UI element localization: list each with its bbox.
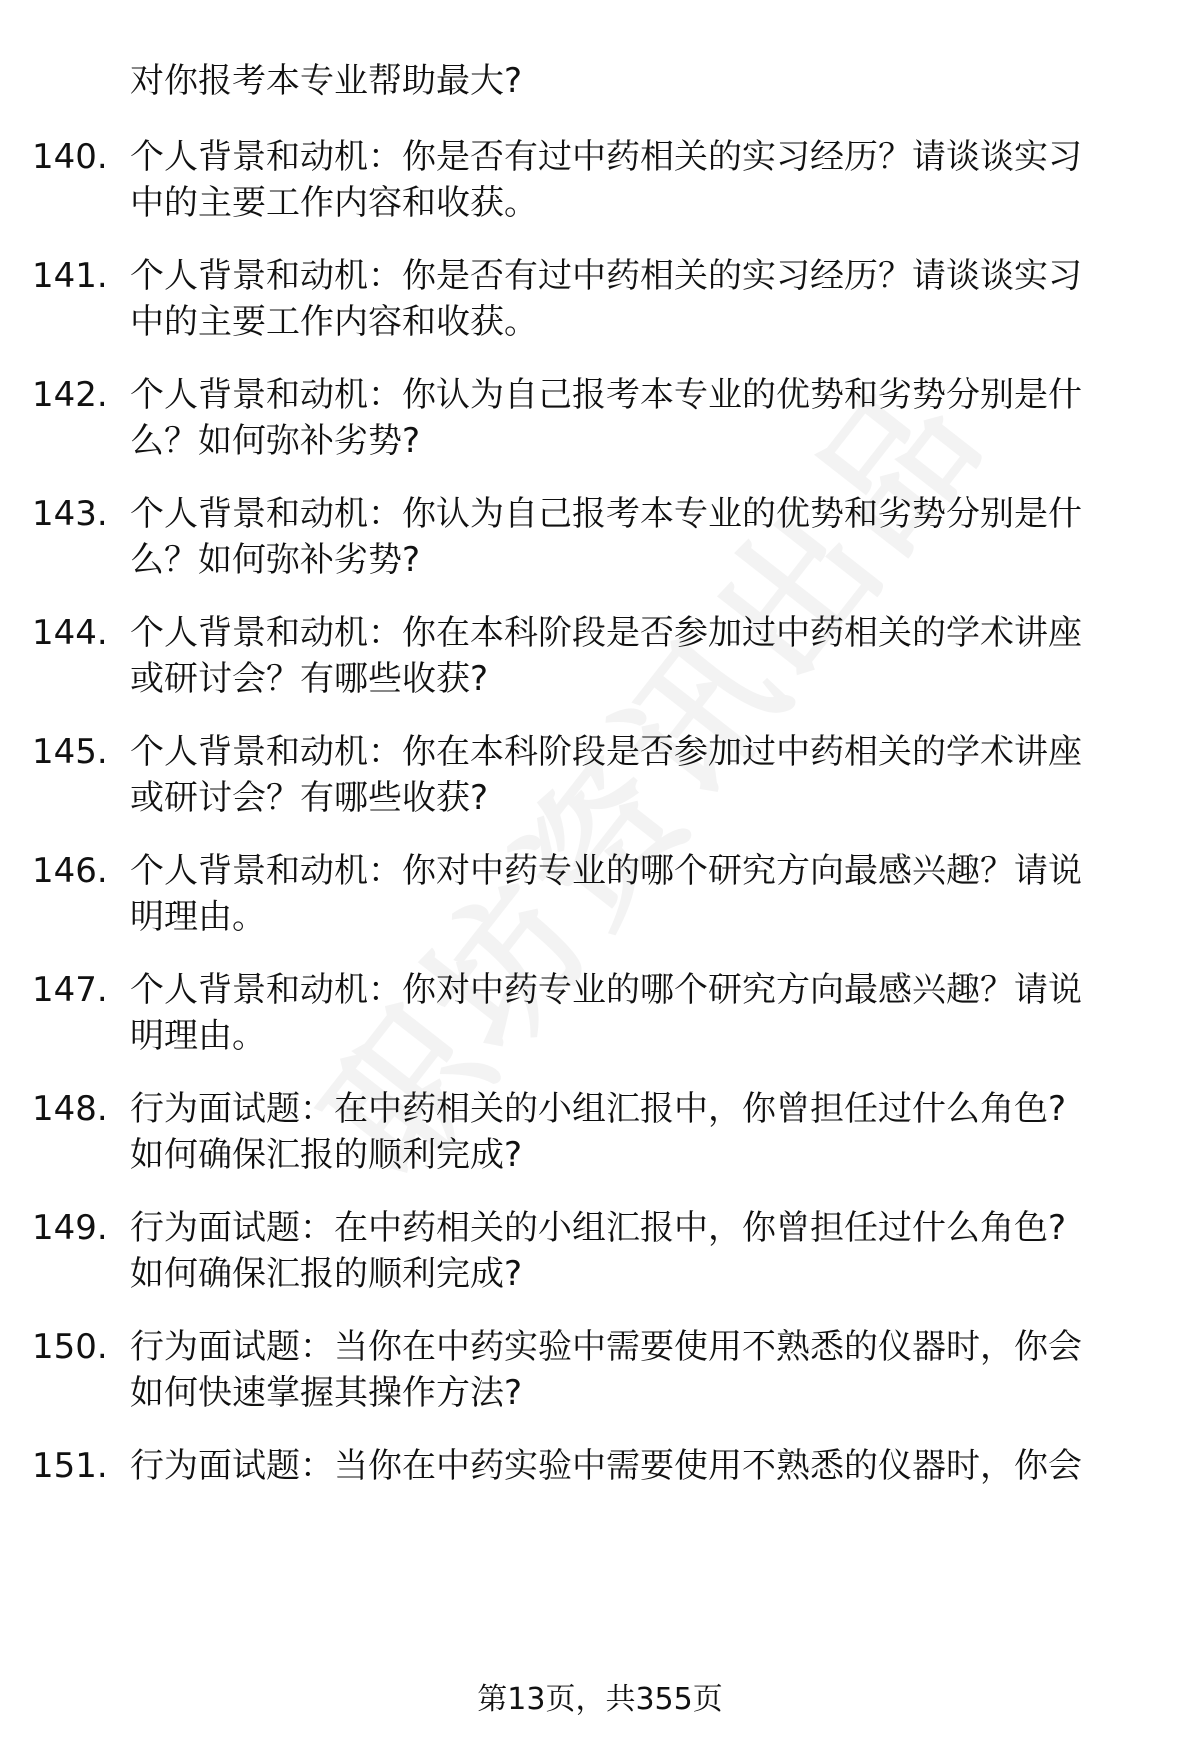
question-item [0, 1443, 1200, 1543]
question-number: 146. [32, 851, 108, 891]
question-item [0, 1086, 1200, 1186]
question-text-line-1: 个人背景和动机：你是否有过中药相关的实习经历？请谈谈实习 [130, 256, 1082, 296]
question-number: 151. [32, 1446, 108, 1486]
question-number: 143. [32, 494, 108, 534]
continuation-line: 对你报考本专业帮助最大? [130, 61, 523, 101]
question-text-line-2: 明理由。 [130, 1016, 266, 1056]
question-text-line-1: 个人背景和动机：你是否有过中药相关的实习经历？请谈谈实习 [130, 137, 1082, 177]
question-item [0, 1205, 1200, 1305]
question-text-line-1: 个人背景和动机：你认为自己报考本专业的优势和劣势分别是什 [130, 494, 1082, 534]
question-text-line-1: 个人背景和动机：你在本科阶段是否参加过中药相关的学术讲座 [130, 613, 1082, 653]
question-text-line-2: 如何确保汇报的顺利完成? [130, 1135, 523, 1175]
question-item [0, 372, 1200, 472]
question-text-line-2: 中的主要工作内容和收获。 [130, 302, 538, 342]
question-item [0, 967, 1200, 1067]
question-text-line-1: 行为面试题：在中药相关的小组汇报中，你曾担任过什么角色? [130, 1208, 1067, 1248]
question-text-line-1: 个人背景和动机：你对中药专业的哪个研究方向最感兴趣？请说 [130, 970, 1082, 1010]
question-text-line-1: 个人背景和动机：你对中药专业的哪个研究方向最感兴趣？请说 [130, 851, 1082, 891]
question-number: 147. [32, 970, 108, 1010]
question-text-line-1: 行为面试题：当你在中药实验中需要使用不熟悉的仪器时，你会 [130, 1327, 1082, 1367]
question-item [0, 134, 1200, 234]
question-item [0, 729, 1200, 829]
question-item [0, 491, 1200, 591]
question-number: 140. [32, 137, 108, 177]
question-number: 150. [32, 1327, 108, 1367]
question-text-line-2: 或研讨会？有哪些收获? [130, 659, 489, 699]
page-footer: 第13页，共355页 [477, 1682, 723, 1717]
question-text-line-1: 行为面试题：在中药相关的小组汇报中，你曾担任过什么角色? [130, 1089, 1067, 1129]
question-number: 141. [32, 256, 108, 296]
question-text-line-2: 么？如何弥补劣势? [130, 540, 421, 580]
question-item [0, 848, 1200, 948]
question-number: 149. [32, 1208, 108, 1248]
question-number: 142. [32, 375, 108, 415]
question-number: 145. [32, 732, 108, 772]
question-text-line-1: 个人背景和动机：你认为自己报考本专业的优势和劣势分别是什 [130, 375, 1082, 415]
question-text-line-2: 明理由。 [130, 897, 266, 937]
question-text-line-2: 如何确保汇报的顺利完成? [130, 1254, 523, 1294]
question-text-line-2: 么？如何弥补劣势? [130, 421, 421, 461]
question-item [0, 253, 1200, 353]
question-text-line-1: 行为面试题：当你在中药实验中需要使用不熟悉的仪器时，你会 [130, 1446, 1082, 1486]
question-item [0, 610, 1200, 710]
question-text-line-2: 或研讨会？有哪些收获? [130, 778, 489, 818]
question-text-line-2: 中的主要工作内容和收获。 [130, 183, 538, 223]
question-text-line-2: 如何快速掌握其操作方法? [130, 1373, 523, 1413]
question-item [0, 1324, 1200, 1424]
question-number: 148. [32, 1089, 108, 1129]
question-text-line-1: 个人背景和动机：你在本科阶段是否参加过中药相关的学术讲座 [130, 732, 1082, 772]
question-number: 144. [32, 613, 108, 653]
